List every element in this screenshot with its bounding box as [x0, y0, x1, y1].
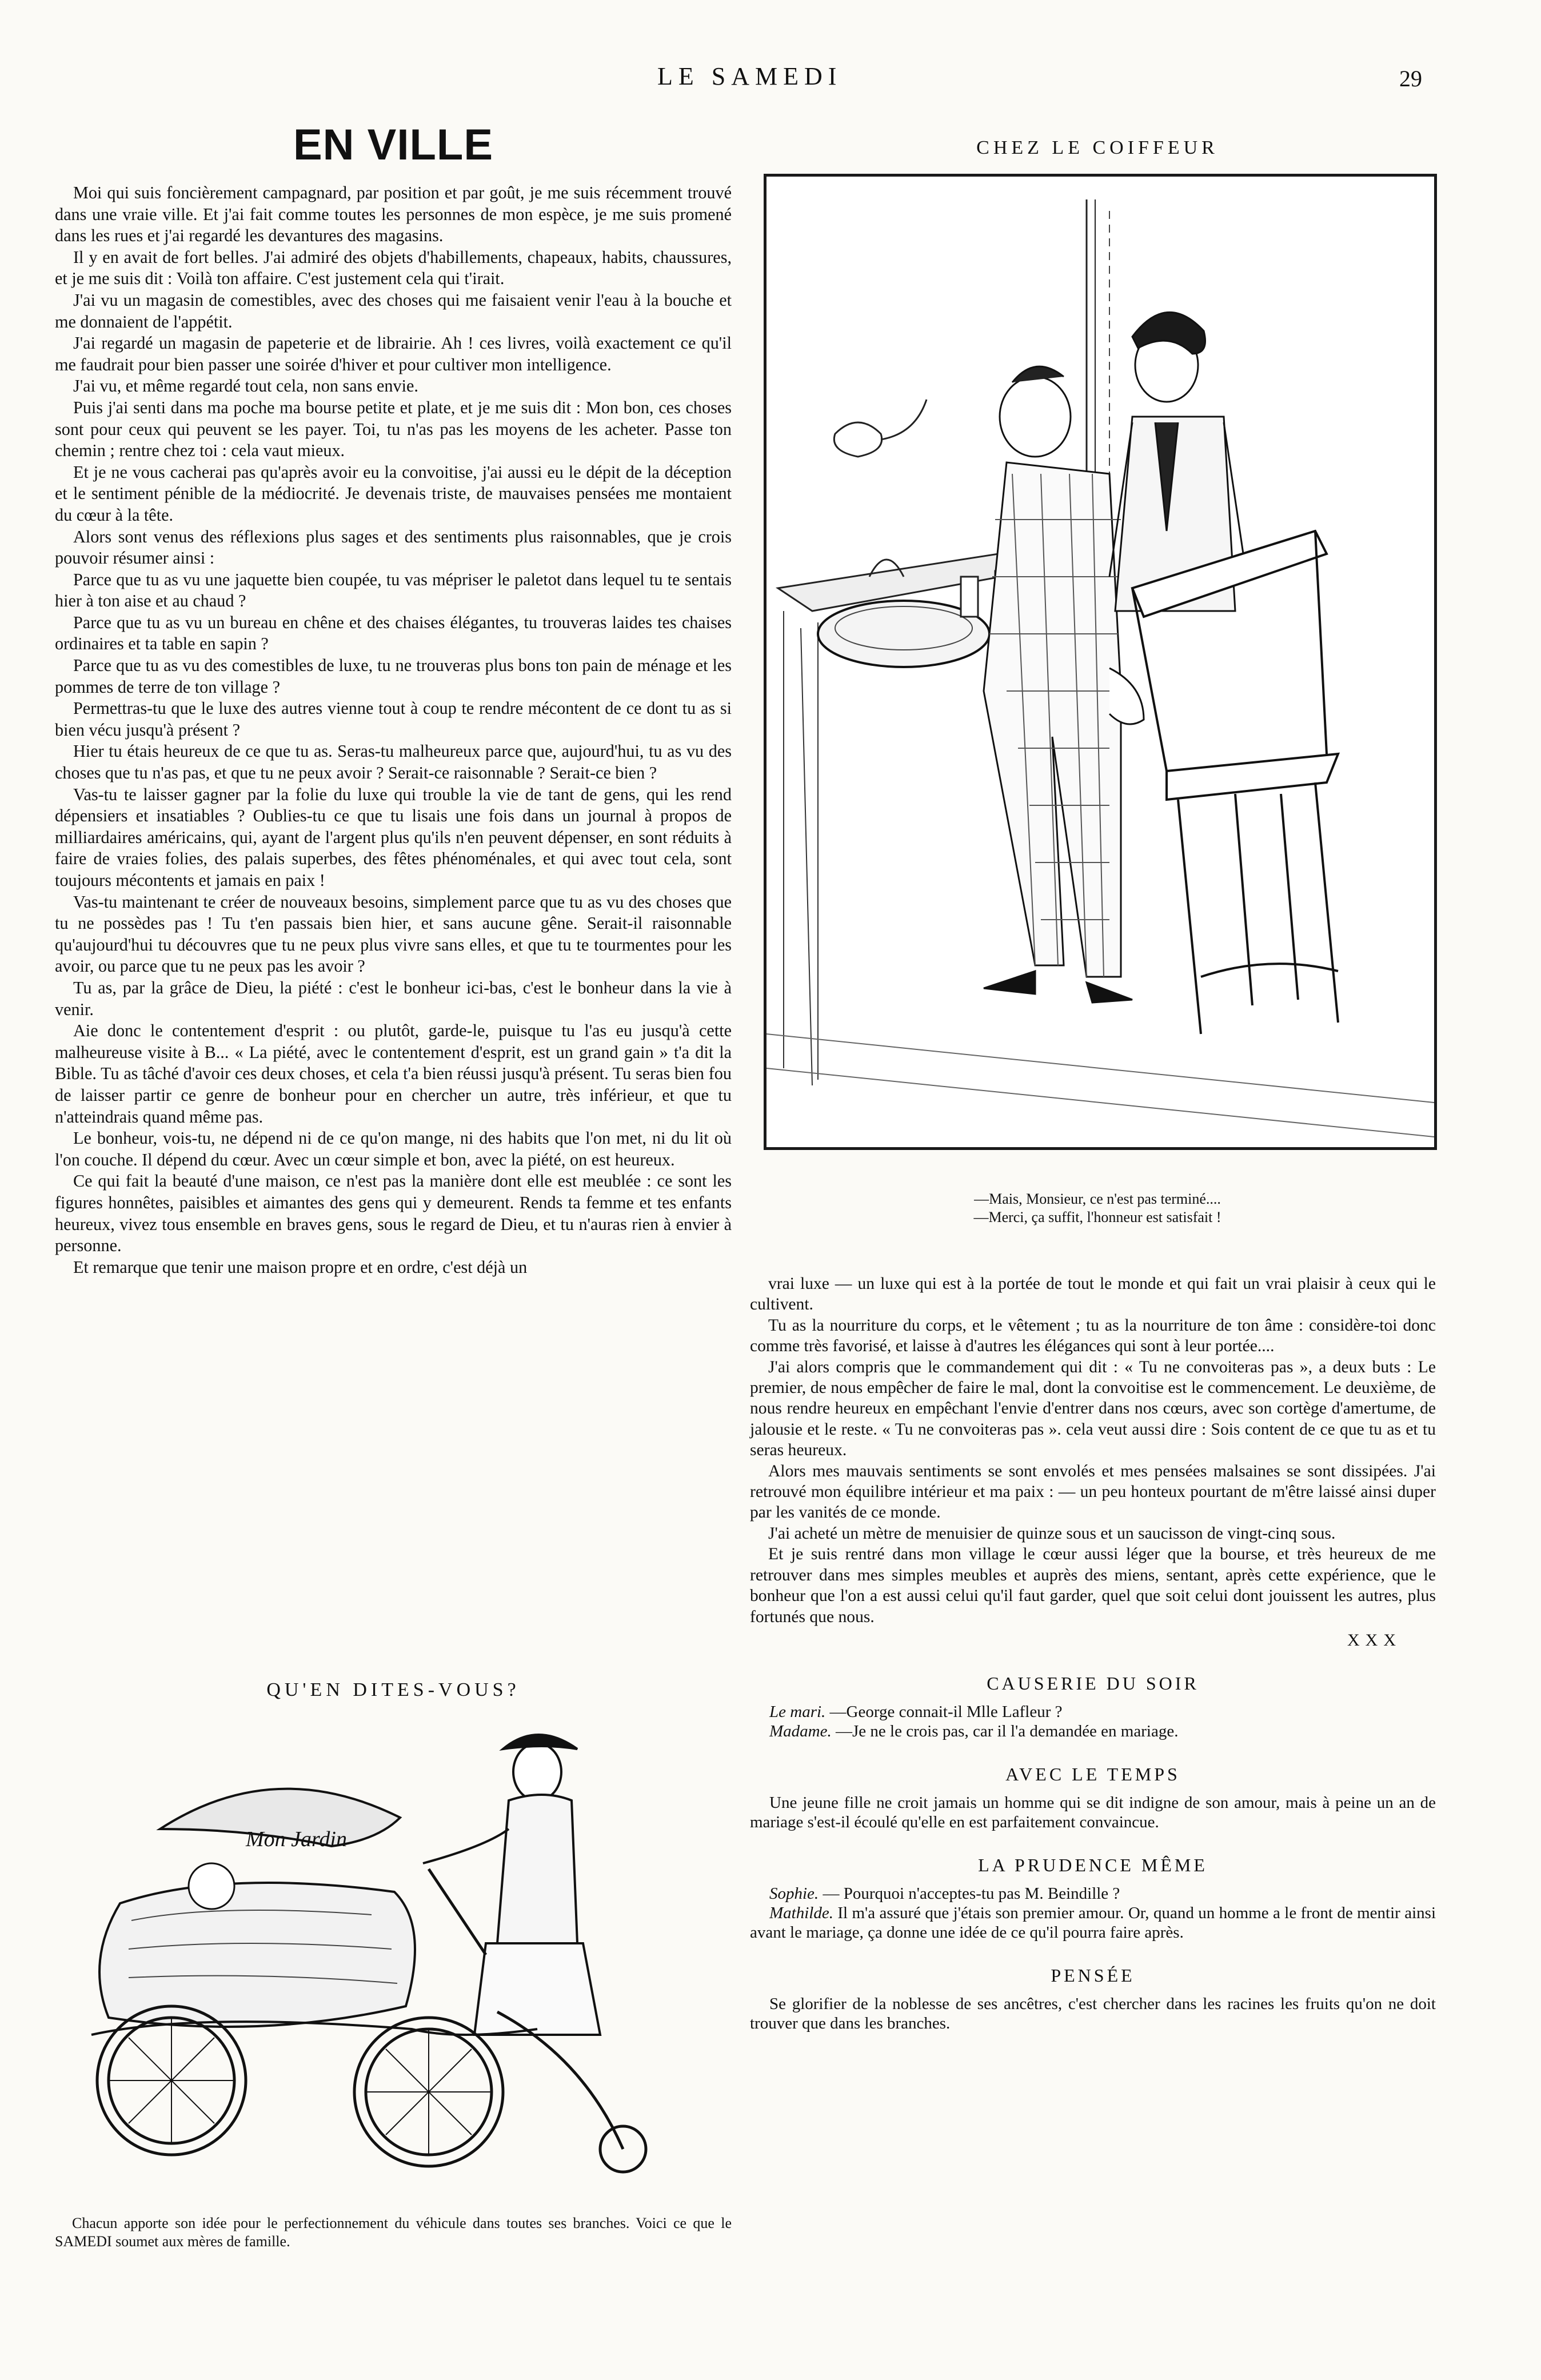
article-paragraph: Tu as la nourriture du corps, et le vêtement ; tu as la nourriture de ton âme : considère-toi donc comme très favorisé, et laisse à d'autres les élégances qui sont à leur portée.... [750, 1316, 1436, 1356]
article-paragraph: Il y en avait de fort belles. J'ai admiré des objets d'habillements, chapeaux, habits, chaussures, et je me suis dit : Voilà ton affaire. C'est justement cela qui t'irait. [55, 247, 732, 289]
prudence-line-2 [750, 1903, 1436, 1942]
article-paragraph: Vas-tu maintenant te créer de nouveaux besoins, simplement parce que tu as vu des choses que tu ne possèdes pas ! Tu t'en passais bien hier, et sans aucune gêne. Serait-il raisonnable qu'aujourd'hui tu découvres que tu ne peux plus vivre sans elles, et que tu te tourmentes pour les avoir, ou parce que tu ne peux pas les avoir ? [55, 892, 732, 976]
article-paragraph: Le bonheur, vois-tu, ne dépend ni de ce qu'on mange, ni des habits que l'on met, ni du lit où l'on couche. Il dépend du cœur. Avec un cœur simple et bon, avec la piété, on est heureux. [55, 1128, 732, 1169]
barber-caption [764, 1190, 1431, 1227]
avec-le-temps-text: Une jeune fille ne croit jamais un homme qui se dit indigne de son amour, mais à peine un an de mariage s'est-il écoulé qu'elle en est parfaitement convaincue. [750, 1793, 1436, 1831]
speaker-label: Sophie. [769, 1884, 819, 1903]
article-right-column [750, 1273, 1436, 2033]
article-paragraph: Et je ne vous cacherai pas qu'après avoir eu la convoitise, j'ai aussi eu le dépit de la déception et le sentiment pénible de la médiocrité. Je devenais triste, de mauvaises pensées me montaient du cœur à la tête. [55, 462, 732, 525]
dialogue-text: —Je ne le crois pas, car il l'a demandée en mariage. [835, 1722, 1179, 1740]
article-paragraph: Tu as, par la grâce de Dieu, la piété : c'est le bonheur ici-bas, c'est le bonheur dans la vie à venir. [55, 977, 732, 1019]
causerie-line-1 [750, 1702, 1436, 1722]
article-paragraph: Alors sont venus des réflexions plus sages et des sentiments plus raisonnables, que je crois pouvoir résumer ainsi : [55, 526, 732, 568]
article-paragraph: Parce que tu as vu des comestibles de luxe, tu ne trouveras plus bons ton pain de ménage et les pommes de terre de ton village ? [55, 656, 732, 697]
article-paragraph: Alors mes mauvais sentiments se sont envolés et mes pensées malsaines se sont dissipées. J'ai retrouvé mon équilibre intérieur et ma paix : — un peu honteux pourtant de m'être laissé ainsi duper par les vanités de ce monde. [750, 1461, 1436, 1522]
barber-caption-line-2: —Merci, ça suffit, l'honneur est satisfait ! [973, 1209, 1221, 1225]
prudence-line-1 [750, 1884, 1436, 1903]
pram-car-illustration [74, 1715, 714, 2201]
article-paragraph: J'ai regardé un magasin de papeterie et de librairie. Ah ! ces livres, voilà exactement ce qu'il me faudrait pour bien passer une soirée d'hiver et pour cultiver mon intelligence. [55, 333, 732, 374]
barber-scene-drawing [766, 177, 1434, 1147]
article-paragraph: Vas-tu te laisser gagner par la folie du luxe qui trouble la vie de tant de gens, qui les rend dépensiers et insatiables ? Oublies-tu ce que tu lisais une fois dans un journal à propos de milliardaires américains, qui, ayant de l'argent plus qu'ils n'en peuvent dépenser, en sont réduits à faire de vraies folies, des palais superbes, des fêtes phénoménales, et qui avec tout cela, sont toujours mécontents et jamais en paix ! [55, 784, 732, 890]
article-paragraph: J'ai vu, et même regardé tout cela, non sans envie. [73, 376, 418, 396]
pram-car-caption: Chacun apporte son idée pour le perfectionnement du véhicule dans toutes ses branches. Voici ce que le SAMEDI soumet aux mères de famille. [55, 2215, 732, 2250]
article-paragraph: Parce que tu as vu un bureau en chêne et des chaises élégantes, tu trouveras laides tes chaises ordinaires et ta table en sapin ? [55, 612, 732, 654]
article-title: EN VILLE [293, 121, 494, 169]
article-signature: XXX [1347, 1630, 1402, 1650]
article-body-left [55, 182, 732, 1278]
causerie-line-2 [750, 1722, 1436, 1741]
prudence-title: LA PRUDENCE MÊME [978, 1854, 1208, 1875]
speaker-label: Le mari. [769, 1702, 826, 1721]
causerie-title: CAUSERIE DU SOIR [987, 1672, 1199, 1694]
article-paragraph: Et remarque que tenir une maison propre et en ordre, c'est déjà un [73, 1257, 528, 1277]
page-number: 29 [1399, 66, 1422, 91]
article-paragraph: Parce que tu as vu une jaquette bien coupée, tu vas mépriser le paletot dans lequel tu te sentais hier à ton aise et au chaud ? [55, 569, 732, 611]
dialogue-text: Il m'a assuré que j'étais son premier amour. Or, quand un homme a le front de mentir ainsi avant le mariage, ça donne une idée de ce qu'il pourra faire après. [750, 1903, 1436, 1942]
pensee-title: PENSÉE [1051, 1964, 1135, 1986]
speaker-label: Madame. [769, 1722, 832, 1740]
article-paragraph: Aie donc le contentement d'esprit : ou plutôt, garde-le, puisque tu l'as eu jusqu'à cette malheureuse visite à B... « La piété, avec le contentement d'esprit, est un grand gain » t'a dit la Bible. Tu as tâché d'avoir ces deux choses, et cela t'a bien réussi jusqu'à présent. Tu seras bien fou de laisser partir ce genre de bonheur pour en chercher un autre, très inférieur, et que tu n'atteindrais quand même pas. [55, 1021, 732, 1127]
article-paragraph: Permettras-tu que le luxe des autres vienne tout à coup te rendre mécontent de ce dont tu as si bien vécu jusqu'à présent ? [55, 698, 732, 740]
article-paragraph: Hier tu étais heureux de ce que tu as. Seras-tu malheureux parce que, aujourd'hui, tu as vu des choses que tu n'as pas, et que tu ne peux avoir ? Serait-ce raisonnable ? Serait-ce bien ? [55, 741, 732, 783]
pensee-text: Se glorifier de la noblesse de ses ancêtres, c'est chercher dans les racines les fruits qu'on ne doit trouver que dans les branches. [750, 1994, 1436, 2032]
avec-le-temps-title: AVEC LE TEMPS [1005, 1763, 1180, 1784]
article-paragraph: Moi qui suis foncièrement campagnard, par position et par goût, je me suis récemment trouvé dans une vraie ville. Et j'ai fait comme toutes les personnes de mon espèce, je me suis promené dans les rues et j'ai regardé les devantures des magasins. [55, 183, 732, 246]
article-body-right [750, 1273, 1436, 1627]
barber-caption-line-1: —Mais, Monsieur, ce n'est pas terminé.... [974, 1191, 1221, 1207]
article-paragraph: J'ai acheté un mètre de menuisier de quinze sous et un saucisson de vingt-cinq sous. [768, 1524, 1336, 1543]
article-left-column [55, 120, 732, 1278]
dialogue-text: — Pourquoi n'acceptes-tu pas M. Beindille ? [823, 1884, 1120, 1903]
publication-title: LE SAMEDI [657, 62, 843, 90]
running-head [0, 62, 1541, 113]
cartoon-bottom-title: QU'EN DITES-VOUS? [266, 1679, 520, 1700]
article-paragraph: vrai luxe — un luxe qui est à la portée de tout le monde et qui fait un vrai plaisir à ceux qui le cultivent. [750, 1275, 1436, 1314]
article-paragraph: Puis j'ai senti dans ma poche ma bourse petite et plate, et je me suis dit : Mon bon, ces choses sont pour ceux qui peuvent se les payer. Toi, tu n'as pas les moyens de les acheter. Passe ton chemin ; rentre chez toi : cela vaut mieux. [55, 397, 732, 461]
article-paragraph: Et je suis rentré dans mon village le cœur aussi léger que la bourse, et très heureux de me retrouver dans mes simples meubles et auprès des miens, sentant, après cette expérience, que le bonheur que l'on a est aussi celui qu'il faut garder, quel que soit celui dont jouissent les autres, plus fortunés que nous. [750, 1545, 1436, 1626]
barber-illustration [764, 174, 1437, 1150]
pram-car-drawing [74, 1715, 714, 2201]
dialogue-text: —George connait-il Mlle Lafleur ? [829, 1702, 1063, 1721]
speaker-label: Mathilde. [769, 1903, 833, 1922]
cartoon-top-title: CHEZ LE COIFFEUR [976, 137, 1219, 158]
pram-sign-text: Mon Jardin [246, 1827, 347, 1851]
article-paragraph: J'ai alors compris que le commandement qui dit : « Tu ne convoiteras pas », a deux buts : Le premier, de nous empêcher de faire le mal, dont la convoitise est le commencement. Le deuxième, de nous rendre heureux en empêchant l'envie d'entrer dans nos cœurs, avec son cortège d'amertume, de jalousie et le reste. « Tu ne convoiteras pas ». cela veut aussi dire : Sois content de ce que tu as et tu seras heureux. [750, 1357, 1436, 1460]
article-paragraph: J'ai vu un magasin de comestibles, avec des choses qui me faisaient venir l'eau à la bouche et me donnaient de l'appétit. [55, 290, 732, 332]
article-paragraph: Ce qui fait la beauté d'une maison, ce n'est pas la manière dont elle est meublée : ce sont les figures honnêtes, paisibles et aimantes des gens qui y demeurent. Rends ta femme et tes enfants heureux, vivez tous ensemble en braves gens, sous le regard de Dieu, et tu n'auras rien à envier à personne. [55, 1171, 732, 1256]
